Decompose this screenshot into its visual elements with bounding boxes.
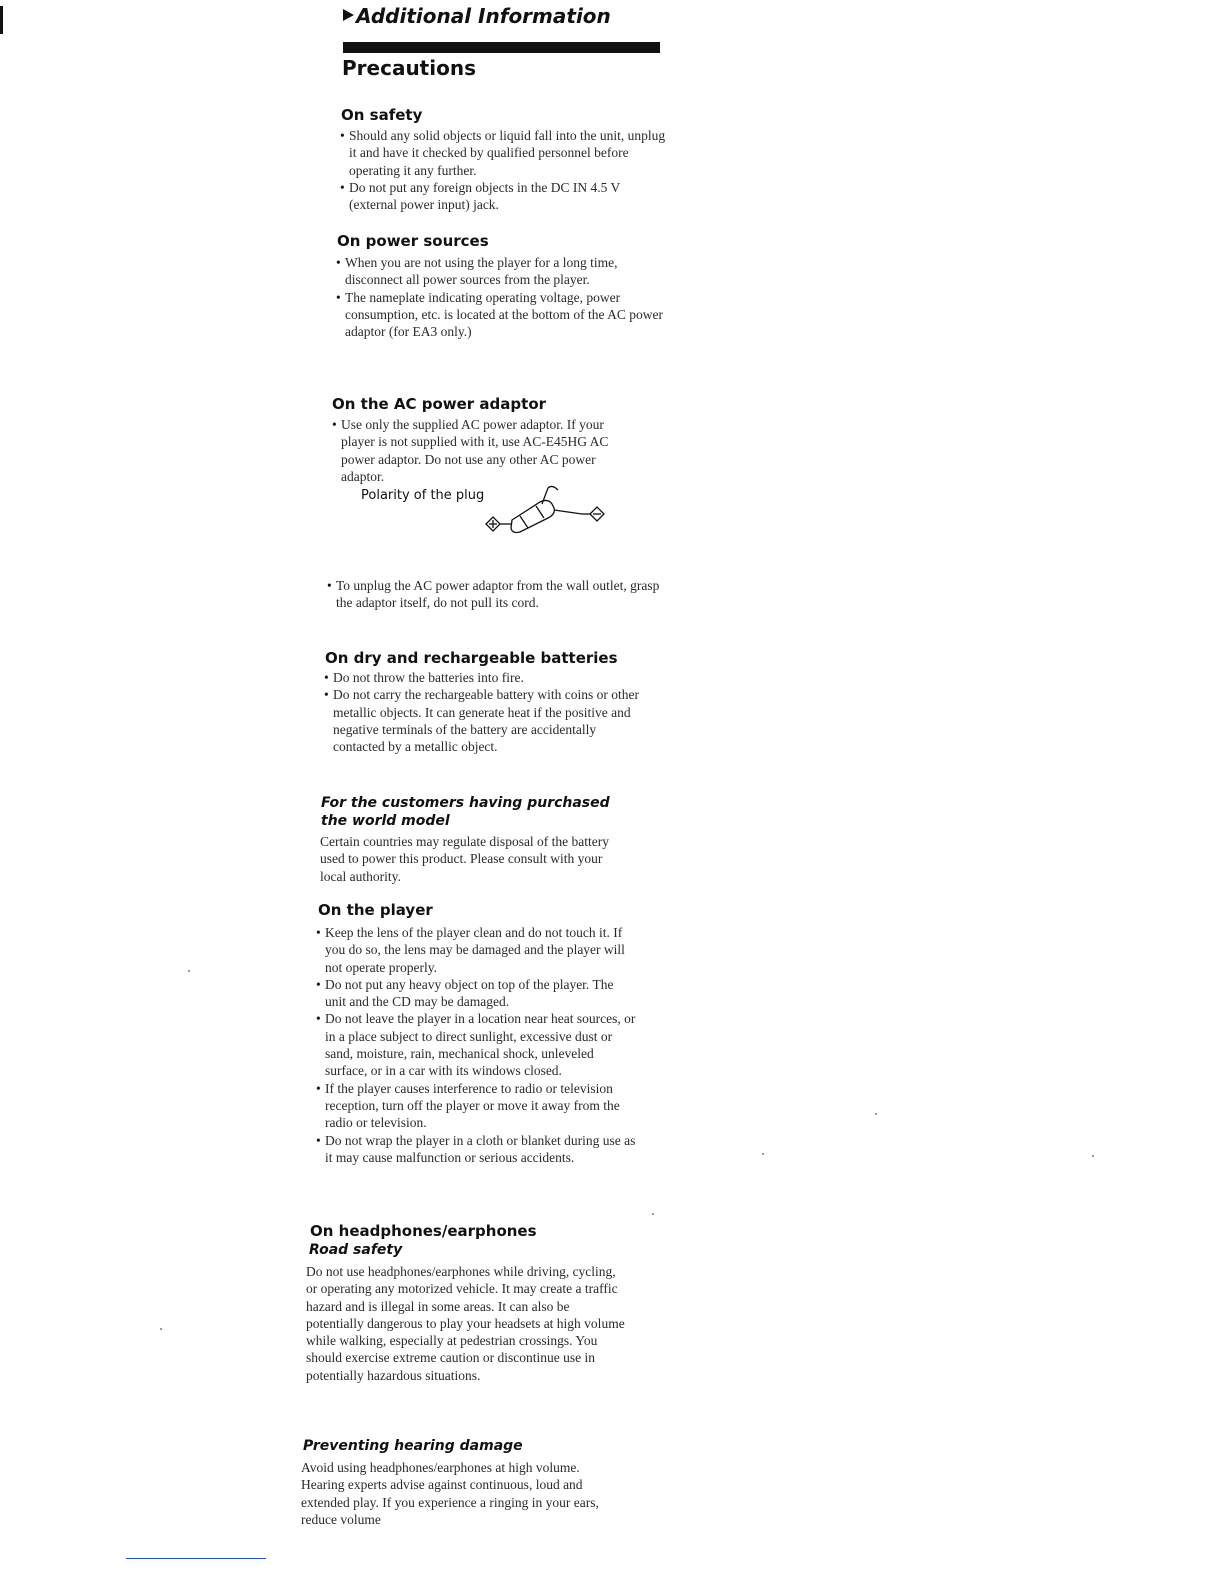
adaptor-heading: On the AC power adaptor bbox=[332, 395, 547, 413]
list-item: • Do not leave the player in a location near heat sources, or in a place subject to direct sunlight, excessive dust or sand, moisture, rain, mechanical shock, unleveled surface, or in a car with its windows closed. bbox=[316, 1010, 636, 1079]
list-item: • Use only the supplied AC power adaptor. If your player is not supplied with it, use AC-E45HG AC power adaptor. Do not use any other AC power adaptor. bbox=[332, 416, 632, 485]
list-item: • Do not put any foreign objects in the DC IN 4.5 V (external power input) jack. bbox=[340, 179, 670, 214]
list-item: • The nameplate indicating operating voltage, power consumption, etc. is located at the bottom of the AC power adaptor (for EA3 only.) bbox=[336, 289, 664, 341]
list-item: • Do not put any heavy object on top of the player. The unit and the CD may be damaged. bbox=[316, 976, 636, 1011]
list-item: • If the player causes interference to radio or television reception, turn off the player or move it away from the radio or television. bbox=[316, 1080, 636, 1132]
scan-speck bbox=[160, 1328, 162, 1330]
scan-speck bbox=[1092, 1155, 1094, 1157]
section-header-text: Additional Information bbox=[356, 4, 611, 28]
adaptor-list-after bbox=[327, 577, 662, 612]
world-model-heading: For the customers having purchased the world model bbox=[321, 795, 610, 829]
polarity-label: Polarity of the plug bbox=[361, 488, 485, 503]
list-item: • When you are not using the player for a long time, disconnect all power sources from the player. bbox=[336, 254, 664, 289]
list-item: • To unplug the AC power adaptor from the wall outlet, grasp the adaptor itself, do not pull its cord. bbox=[327, 577, 662, 612]
title-bar bbox=[343, 42, 660, 53]
hearing-heading: Preventing hearing damage bbox=[303, 1438, 523, 1454]
list-item: • Do not carry the rechargeable battery with coins or other metallic objects. It can generate heat if the positive and negative terminals of the battery are accidentally contacted by a metallic object. bbox=[324, 686, 644, 755]
section-header bbox=[343, 4, 611, 28]
power-list bbox=[336, 254, 664, 340]
list-item: • Should any solid objects or liquid fall into the unit, unplug it and have it checked by qualified personnel before operating it any further. bbox=[340, 127, 670, 179]
page-title: Precautions bbox=[342, 56, 476, 80]
list-item: • Do not wrap the player in a cloth or blanket during use as it may cause malfunction or serious accidents. bbox=[316, 1132, 636, 1167]
road-safety-heading: Road safety bbox=[309, 1242, 403, 1258]
triangle-marker-icon bbox=[343, 9, 354, 21]
adaptor-list bbox=[332, 416, 632, 485]
player-heading: On the player bbox=[318, 901, 433, 919]
footer-rule bbox=[126, 1558, 266, 1559]
scan-speck bbox=[875, 1113, 877, 1115]
safety-heading: On safety bbox=[341, 106, 423, 124]
road-safety-text: Do not use headphones/earphones while driving, cycling, or operating any motorized vehicle. It may create a traffic hazard and is illegal in some areas. It can also be potentially dangerous to play your headsets at high volume while walking, especially at pedestrian crossings. You should exercise extreme caution or discontinue use in potentially hazardous situations. bbox=[306, 1264, 625, 1383]
safety-list bbox=[340, 127, 670, 213]
list-item: • Do not throw the batteries into fire. bbox=[324, 669, 644, 686]
list-item: • Keep the lens of the player clean and do not touch it. If you do so, the lens may be damaged and the player will not operate properly. bbox=[316, 924, 636, 976]
scan-speck bbox=[188, 970, 190, 972]
plug-polarity-icon bbox=[482, 480, 610, 540]
batteries-heading: On dry and rechargeable batteries bbox=[325, 649, 618, 667]
scan-speck bbox=[652, 1213, 654, 1215]
headphones-heading: On headphones/earphones bbox=[310, 1222, 537, 1240]
player-list bbox=[316, 924, 636, 1166]
page-edge-mark bbox=[0, 6, 3, 34]
scan-speck bbox=[762, 1153, 764, 1155]
hearing-text: Avoid using headphones/earphones at high volume. Hearing experts advise against continuous, loud and extended play. If you experience a ringing in your ears, reduce volume bbox=[301, 1460, 599, 1527]
batteries-list bbox=[324, 669, 644, 755]
power-heading: On power sources bbox=[337, 232, 489, 250]
world-model-text: Certain countries may regulate disposal of the battery used to power this product. Please consult with your local authority. bbox=[320, 834, 610, 884]
